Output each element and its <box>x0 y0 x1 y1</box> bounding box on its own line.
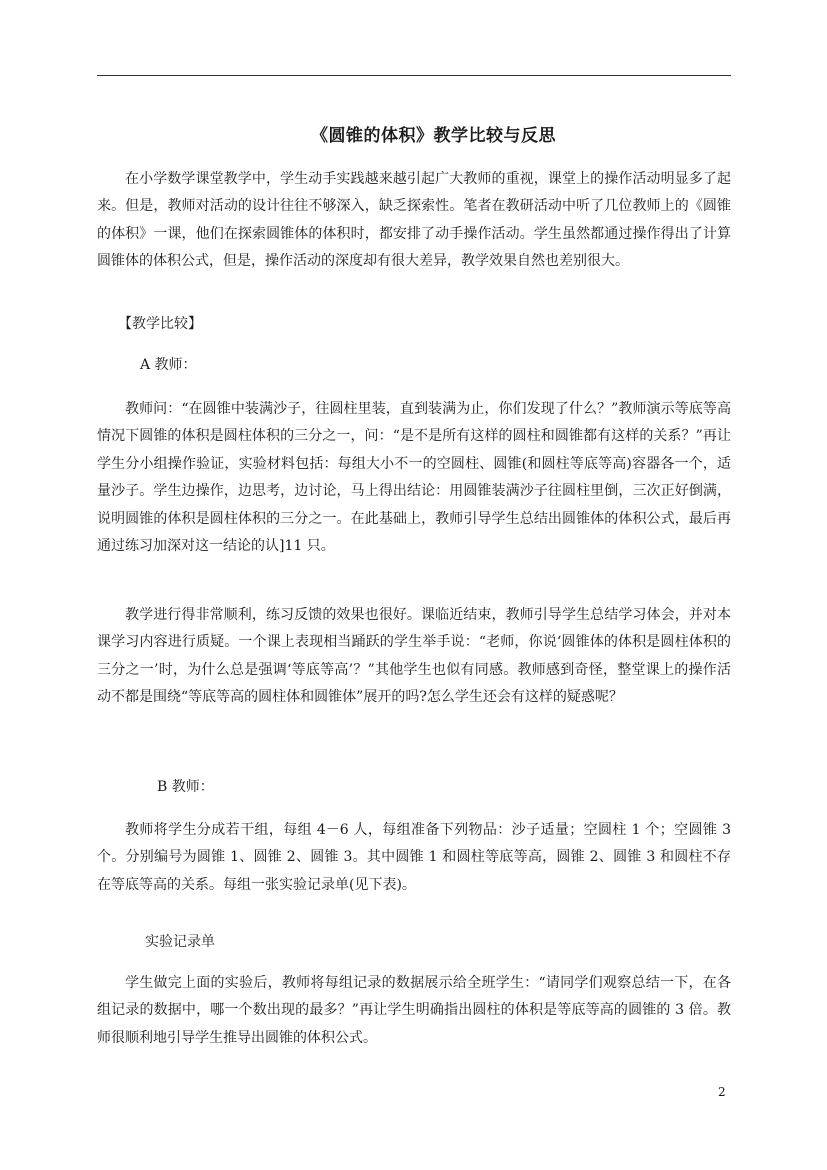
intro-paragraph: 在小学数学课堂教学中，学生动手实践越来越引起广大教师的重视，课堂上的操作活动明显多了起来。但是，教师对活动的设计往往不够深入，缺乏探索性。笔者在教研活动中听了几位教师上的《圆锥的体积》一课，他们在探索圆锥体的体积时，都安排了动手操作活动。学生虽然都通过操作得出了计算圆锥体的体积公式，但是，操作活动的深度却有很大差异，教学效果自然也差别很大。 <box>97 171 731 270</box>
header-rule <box>97 75 731 76</box>
document-title: 《圆锥的体积》教学比较与反思 <box>311 126 556 146</box>
section-heading: 【教学比较】 <box>118 316 202 332</box>
teacher-b-paragraph-2: 学生做完上面的实验后，教师将每组记录的数据展示给全班学生：“请同学们观察总结一下，在各组记录的数据中，哪一个数出现的最多？”再让学生明确指出圆柱的体积是等底等高的圆锥的 3 倍。教师很顺利地引导学生推导出圆锥的体积公式。 <box>97 975 731 1046</box>
teacher-a-paragraph-2: 教学进行得非常顺利，练习反馈的效果也很好。课临近结束，教师引导学生总结学习体会，并对本课学习内容进行质疑。一个课上表现相当踊跃的学生举手说：“老师，你说‘圆锥体的体积是圆柱体积的三分之一’时，为什么总是强调‘等底等高’？”其他学生也似有同感。教师感到奇怪，整堂课上的操作活动不都是围绕“等底等高的圆柱体和圆锥体”展开的吗?怎么学生还会有这样的疑惑呢？ <box>97 607 731 706</box>
teacher-a-paragraph-1: 教师问：“在圆锥中装满沙子，往圆柱里装，直到装满为止，你们发现了什么？”教师演示等底等高情况下圆锥的体积是圆柱体积的三分之一，问：“是不是所有这样的圆柱和圆锥都有这样的关系？”再让学生分小组操作验证，实验材料包括：每组大小不一的空圆柱、圆锥(和圆柱等底等高)容器各一个，适量沙子。学生边操作，边思考，边讨论，马上得出结论：用圆锥装满沙子往圆柱里倒，三次正好倒满，说明圆锥的体积是圆柱体积的三分之一。在此基础上，教师引导学生总结出圆锥体的体积公式，最后再通过练习加深对这一结论的认]11 只。 <box>97 401 731 555</box>
record-sheet-label: 实验记录单 <box>145 934 215 950</box>
teacher-b-label: B 教师： <box>157 779 214 795</box>
teacher-b-paragraph-1: 教师将学生分成若干组，每组 4－6 人，每组准备下列物品：沙子适量；空圆柱 1 个；空圆锥 3 个。分别编号为圆锥 1、圆锥 2、圆锥 3。其中圆锥 1 和圆柱等底等高，圆锥 2、圆锥 3 和圆柱不存在等底等高的关系。每组一张实验记录单(见下表)。 <box>97 822 731 893</box>
teacher-a-label: A 教师： <box>140 357 197 373</box>
page-number: 2 <box>718 1085 726 1099</box>
